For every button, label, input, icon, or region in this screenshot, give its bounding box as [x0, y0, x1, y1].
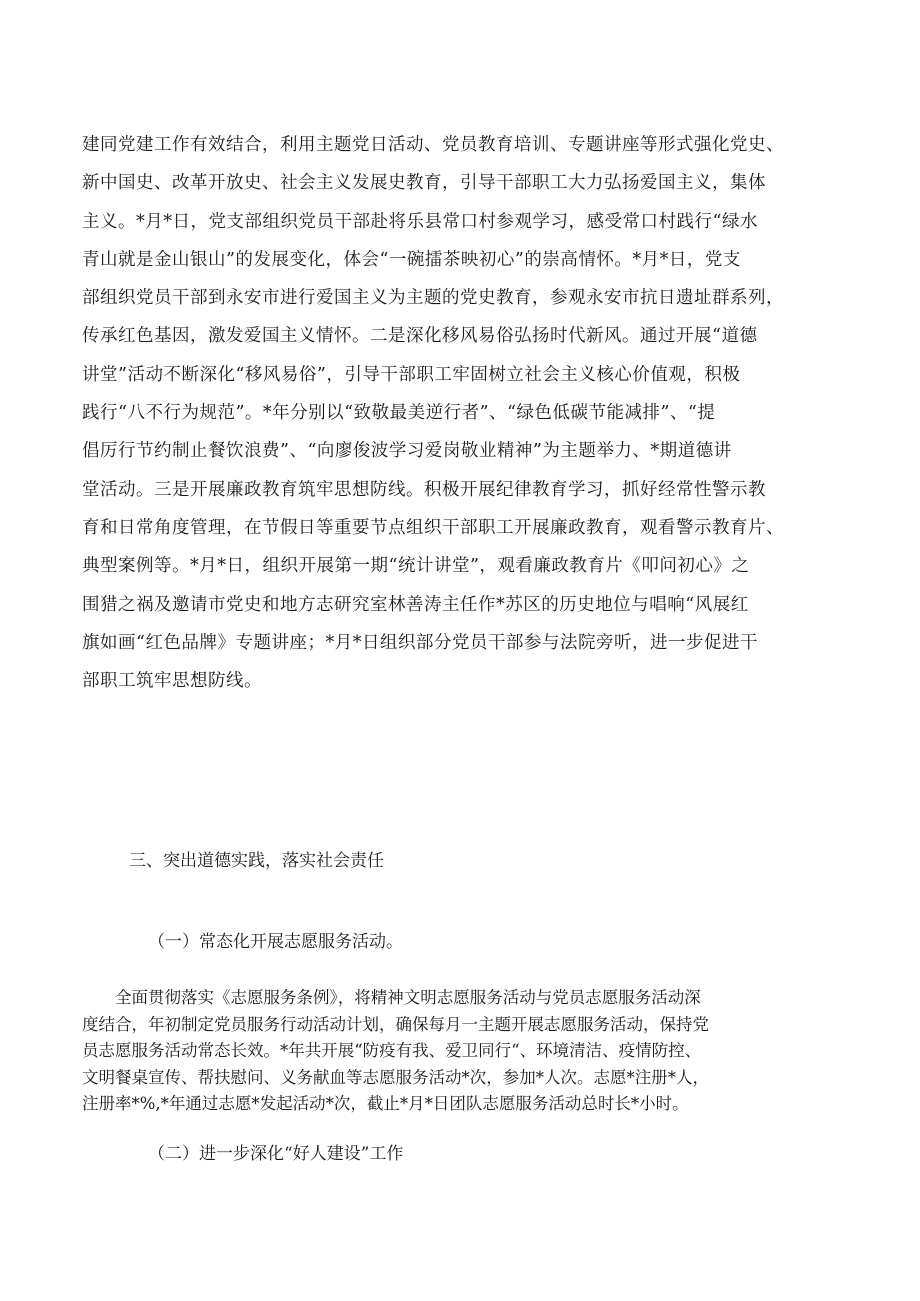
paragraph-line: 主义。*月*日，党支部组织党员干部赴将乐县常口村参观学习，感受常口村践行“绿水	[82, 211, 758, 232]
paragraph-line: 新中国史、改革开放史、社会主义发展史教育，引导干部职工大力弘扬爱国主义，集体	[82, 173, 766, 194]
paragraph-line: 建同党建工作有效结合，利用主题党日活动、党员教育培训、专题讲座等形式强化党史、	[82, 135, 784, 155]
paragraph-line: 员志愿服务活动常态长效。*年共开展“防疫有我、爱卫同行“、环境清洁、疫情防控、	[82, 1041, 702, 1061]
body-paragraph	[82, 126, 842, 700]
paragraph-line: 文明餐桌宣传、帮扶慰问、义务献血等志愿服务活动*次，参加*人次。志愿*注册*人，	[82, 1067, 709, 1087]
paragraph-line: 育和日常角度管理，在节假日等重要节点组织干部职工开展廉政教育，观看警示教育片、	[82, 517, 784, 538]
section-heading: 三、突出道德实践，落实社会责任	[129, 851, 384, 871]
paragraph-line: 践行“八不行为规范”。*年分别以“致敬最美逆行者”、“绿色低碳节能减排”、“提	[82, 403, 716, 424]
paragraph-line: 堂活动。三是开展廉政教育筑牢思想防线。积极开展纪律教育学习，抓好经常性警示教	[82, 479, 766, 500]
paragraph-line: 全面贯彻落实《志愿服务条例》，将精神文明志愿服务活动与党员志愿服务活动深	[82, 988, 701, 1007]
volunteer-paragraph	[82, 985, 842, 1118]
paragraph-line: 度结合，年初制定党员服务行动活动计划，确保每月一主题开展志愿服务活动，保持党	[82, 1014, 709, 1034]
paragraph-line: 围猎之祸及邀请市党史和地方志研究室林善涛主任作*苏区的历史地位与唱响“风展红	[82, 594, 749, 615]
subheading-good-people: （二）进一步深化“好人建设”工作	[148, 1144, 404, 1164]
paragraph-line: 典型案例等。*月*日，组织开展第一期“统计讲堂”，观看廉政教育片《叩问初心》之	[82, 556, 750, 577]
paragraph-line: 旗如画“红色品牌》专题讲座；*月*日组织部分党员干部参与法院旁听，进一步促进干	[82, 632, 758, 653]
paragraph-line: 注册率*%,*年通过志愿*发起活动*次，截止*月*日团队志愿服务活动总时长*小时。	[82, 1094, 689, 1114]
paragraph-line: 部职工筑牢思想防线。	[82, 671, 262, 692]
paragraph-line: 部组织党员干部到永安市进行爱国主义为主题的党史教育，参观永安市抗日遗址群系列，	[82, 288, 784, 309]
paragraph-line: 倡厉行节约制止餐饮浪费”、“向廖俊波学习爱岗敬业精神”为主题举力、*期道德讲	[82, 441, 732, 462]
paragraph-line: 青山就是金山银山”的发展变化，体会“一碗擂茶映初心”的崇高情怀。*月*日，党支	[82, 249, 741, 270]
paragraph-line: 传承红色基因，激发爱国主义情怀。二是深化移风易俗弘扬时代新风。通过开展“道德	[82, 326, 758, 347]
paragraph-line: 讲堂”活动不断深化“移风易俗”，引导干部职工牢固树立社会主义核心价值观，积极	[82, 364, 741, 385]
subheading-volunteer-service: （一）常态化开展志愿服务活动。	[148, 932, 403, 952]
